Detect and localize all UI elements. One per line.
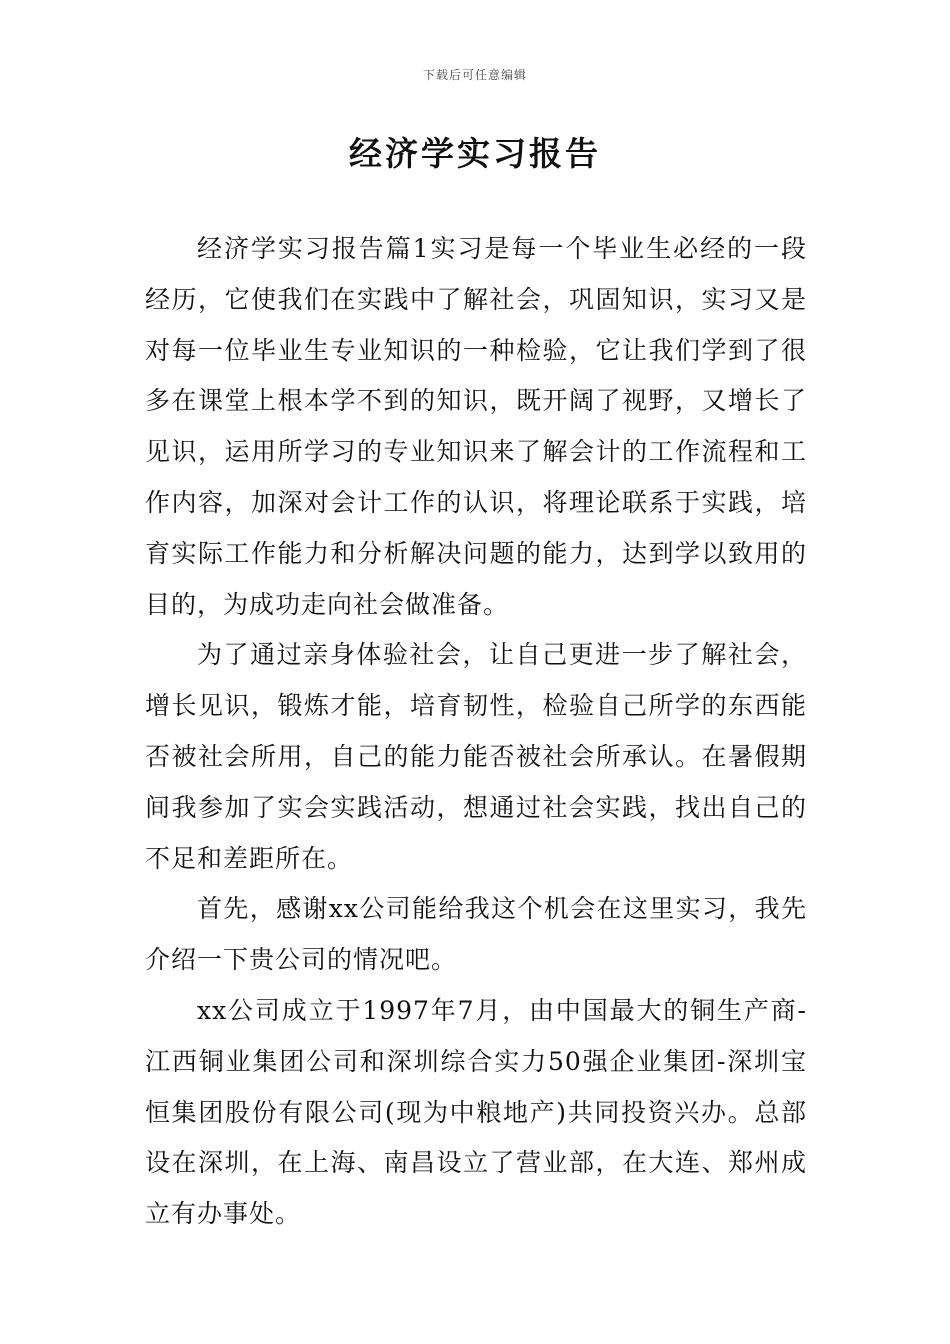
paragraph-2: 为了通过亲身体验社会，让自己更进一步了解社会，增长见识，锻炼才能，培育韧性，检验自己所学的东西能否被社会所用，自己的能力能否被社会所承认。在暑假期间我参加了实会实践活动，想通过社会实践，找出自己的不足和差距所在。 <box>145 640 807 873</box>
document-title: 经济学实习报告 <box>349 134 601 173</box>
header-note: 下载后可任意编辑 <box>422 68 527 82</box>
paragraph-3: 首先，感谢xx公司能给我这个机会在这里实习，我先介绍一下贵公司的情况吧。 <box>145 894 807 975</box>
document-body <box>145 224 807 1240</box>
paragraph-1: 经济学实习报告篇1实习是每一个毕业生必经的一段经历，它使我们在实践中了解社会，巩固知识，实习又是对每一位毕业生专业知识的一种检验，它让我们学到了很多在课堂上根本学不到的知识，既开阔了视野，又增长了见识，运用所学习的专业知识来了解会计的工作流程和工作内容，加深对会计工作的认识，将理论联系于实践，培育实际工作能力和分析解决问题的能力，达到学以致用的目的，为成功走向社会做准备。 <box>145 234 807 619</box>
paragraph-4: xx公司成立于1997年7月，由中国最大的铜生产商-江西铜业集团公司和深圳综合实力50强企业集团-深圳宝恒集团股份有限公司(现为中粮地产)共同投资兴办。总部设在深圳，在上海、南昌设立了营业部，在大连、郑州成立有办事处。 <box>145 995 807 1229</box>
